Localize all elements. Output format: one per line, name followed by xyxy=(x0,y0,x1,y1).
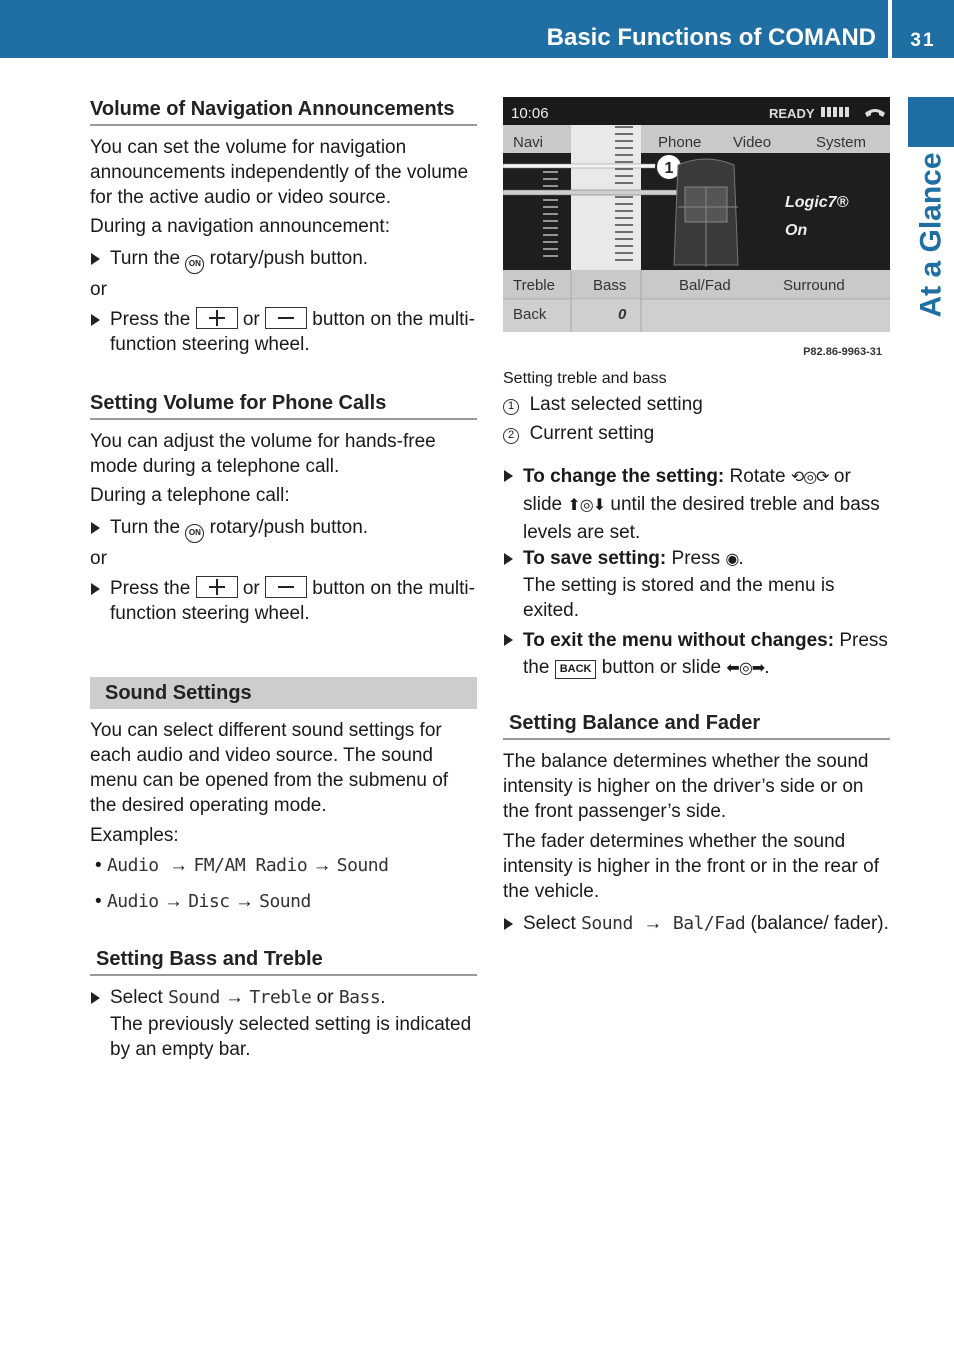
screen-time: 10:06 xyxy=(511,105,549,122)
screen-bass-value: 0 xyxy=(618,306,627,323)
section-tab-marker xyxy=(908,97,954,147)
screen-on: On xyxy=(785,222,808,239)
or-text: or xyxy=(90,548,107,569)
paragraph: Examples: xyxy=(90,825,179,846)
instruction-step: To change the setting: Rotate ⟲◎⟳ or slide ⬆◎⬇ until the desired treble and bass levels are set. xyxy=(503,463,890,546)
screen-menu-system: System xyxy=(816,134,867,151)
section-tab-label: At a Glance xyxy=(914,152,948,318)
svg-text:1: 1 xyxy=(664,160,674,177)
instruction-step: To save setting: Press ◉. xyxy=(503,546,890,572)
instruction-step xyxy=(90,576,477,626)
or-text: or xyxy=(90,279,107,300)
heading-volume-navigation: Volume of Navigation Announcements xyxy=(90,97,477,126)
plus-key-icon xyxy=(196,576,238,598)
legend-item-1: 1 Last selected setting xyxy=(503,392,890,417)
screen-logic7: Logic7® xyxy=(785,194,849,211)
current-setting-bar xyxy=(503,190,693,195)
back-button-icon: BACK xyxy=(555,660,597,679)
instruction-step: Select Sound → Bal/Fad (balance/ fader). xyxy=(503,911,890,936)
slide-horizontal-icon: ⬅◎➡ xyxy=(726,660,765,677)
minus-key-icon xyxy=(265,307,307,329)
paragraph: During a telephone call: xyxy=(90,485,290,506)
number-2-icon: 2 xyxy=(503,428,519,444)
paragraph: During a navigation announcement: xyxy=(90,216,390,237)
figure-code: P82.86-9963-31 xyxy=(803,346,882,358)
step-text: Turn the xyxy=(110,517,181,538)
paragraph: You can adjust the volume for hands-free mode during a telephone call. xyxy=(90,431,436,477)
step-text: button on the multi-function steering wheel. xyxy=(110,578,475,624)
number-1-icon: 1 xyxy=(503,399,519,415)
press-controller-icon: ◉ xyxy=(725,551,739,568)
step-text: rotary/push button. xyxy=(209,248,369,269)
step-text: Press the xyxy=(110,309,191,330)
step-text: button on the multi-function steering wheel. xyxy=(110,309,475,355)
heading-volume-phone: Setting Volume for Phone Calls xyxy=(90,391,477,420)
paragraph: You can select different sound settings for each audio and video source. The sound menu can be opened from the submenu of the desired operating mode. xyxy=(90,720,449,816)
page-number: 31 xyxy=(910,30,936,51)
paragraph: The fader determines whether the sound intensity is higher in the front or in the rear of the vehicle. xyxy=(503,831,879,902)
last-setting-bar xyxy=(503,164,668,168)
car-top-view-icon xyxy=(674,159,738,267)
screen-back: Back xyxy=(513,306,547,323)
rotate-controller-icon: ⟲◎⟳ xyxy=(790,469,829,486)
minus-key-icon xyxy=(265,576,307,598)
heading-sound-settings: Sound Settings xyxy=(90,677,477,709)
screen-status: READY xyxy=(769,106,815,121)
screen-surround: Surround xyxy=(783,277,845,294)
on-button-icon: ON xyxy=(185,524,204,543)
instruction-step xyxy=(90,246,477,274)
example-path: • Audio → FM/AM Radio → Sound xyxy=(95,855,389,876)
legend-item-2: 2 Current setting xyxy=(503,421,890,446)
instruction-step: To exit the menu without changes: Press the BACK button or slide ⬅◎➡. xyxy=(503,627,890,682)
slide-vertical-icon: ⬆◎⬇ xyxy=(567,497,606,514)
paragraph: You can set the volume for navigation announcements independently of the volume for the active audio or video source. xyxy=(90,137,469,208)
heading-bass-treble: Setting Bass and Treble xyxy=(90,947,477,976)
step-text: Turn the xyxy=(110,248,181,269)
figure-caption: Setting treble and bass xyxy=(503,370,667,387)
screen-menu-phone: Phone xyxy=(658,134,702,151)
screen-treble: Treble xyxy=(513,277,555,294)
screen-menu-navi: Navi xyxy=(513,134,544,151)
paragraph: The balance determines whether the sound intensity is higher on the driver’s side or on the front passenger’s side. xyxy=(503,751,869,822)
step-note: The setting is stored and the menu is exited. xyxy=(523,575,835,621)
comand-sound-screen xyxy=(503,97,890,332)
instruction-step xyxy=(90,515,477,543)
section-tab xyxy=(908,150,954,320)
step-text: or xyxy=(242,578,260,599)
step-text: rotary/push button. xyxy=(209,517,369,538)
instruction-step: Select Sound → Treble or Bass. xyxy=(90,985,477,1010)
on-button-icon: ON xyxy=(185,255,204,274)
example-path: • Audio → Disc → Sound xyxy=(95,891,311,912)
screen-menu-video: Video xyxy=(733,134,772,151)
heading-balance-fader: Setting Balance and Fader xyxy=(503,711,890,740)
screen-balfad: Bal/Fad xyxy=(679,277,731,294)
step-text: or xyxy=(242,309,260,330)
step-note: The previously selected setting is indicated by an empty bar. xyxy=(110,1014,472,1060)
screen-bass: Bass xyxy=(593,277,627,294)
step-text: Press the xyxy=(110,578,191,599)
plus-key-icon xyxy=(196,307,238,329)
instruction-step xyxy=(90,307,477,357)
chapter-title: Basic Functions of COMAND xyxy=(546,24,876,51)
